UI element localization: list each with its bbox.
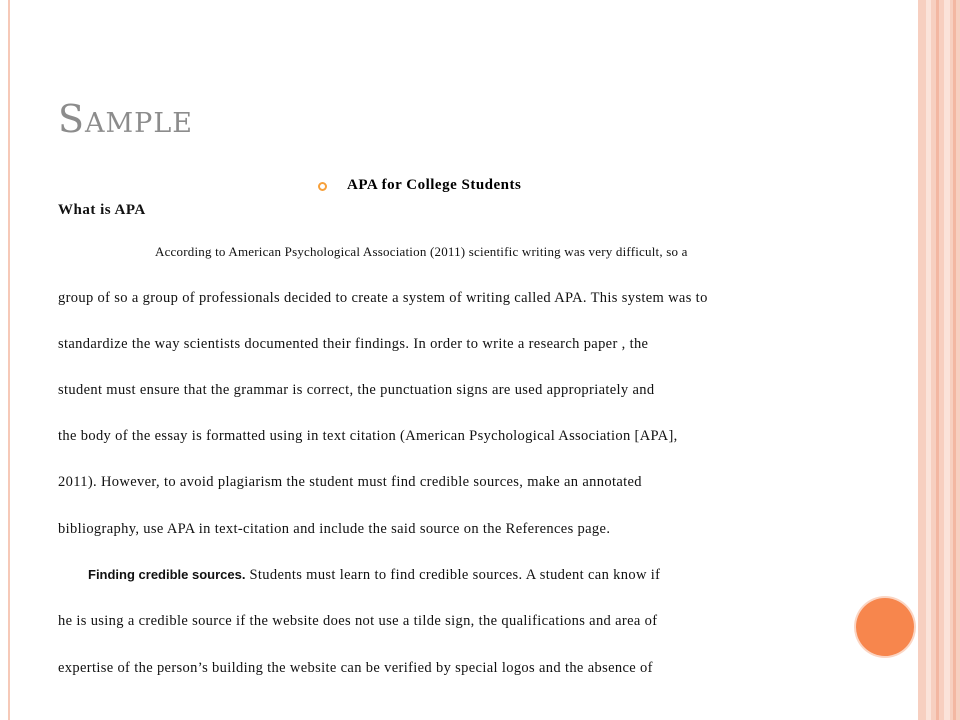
paragraph-line: standardize the way scientists documented their findings. In order to write a research paper , the	[58, 336, 649, 352]
bullet-item	[318, 174, 521, 196]
paragraph-text: Students must learn to find credible sources. A student can know if	[245, 567, 661, 583]
left-border-line	[8, 0, 10, 720]
paragraph-line: expertise of the person’s building the website can be verified by special logos and the absence of	[58, 660, 653, 676]
paragraph-line: student must ensure that the grammar is correct, the punctuation signs are used appropriately and	[58, 382, 655, 398]
paragraph-line: According to American Psychological Association (2011) scientific writing was very difficult, so a	[155, 244, 688, 259]
orange-circle-decoration	[856, 598, 914, 656]
bullet-circle-icon	[318, 182, 327, 191]
stripe	[953, 0, 956, 720]
stripe	[926, 0, 931, 720]
stripe	[944, 0, 950, 720]
bullet-text: APA for College Students	[347, 176, 522, 193]
paragraph-line: he is using a credible source if the website does not use a tilde sign, the qualifications and area of	[58, 613, 658, 629]
inline-heading: Finding credible sources.	[88, 567, 246, 582]
paragraph-line: group of so a group of professionals decided to create a system of writing called APA. This system was to	[58, 290, 708, 306]
paragraph-line: 2011). However, to avoid plagiarism the student must find credible sources, make an annotated	[58, 474, 642, 490]
section-heading: What is APA	[58, 202, 146, 218]
stripe	[936, 0, 939, 720]
paragraph-line	[88, 568, 660, 583]
slide-title: Sample	[58, 97, 193, 141]
paragraph-line: the body of the essay is formatted using in text citation (American Psychological Association [APA],	[58, 428, 678, 444]
paragraph-line: bibliography, use APA in text-citation and include the said source on the References page.	[58, 521, 611, 537]
